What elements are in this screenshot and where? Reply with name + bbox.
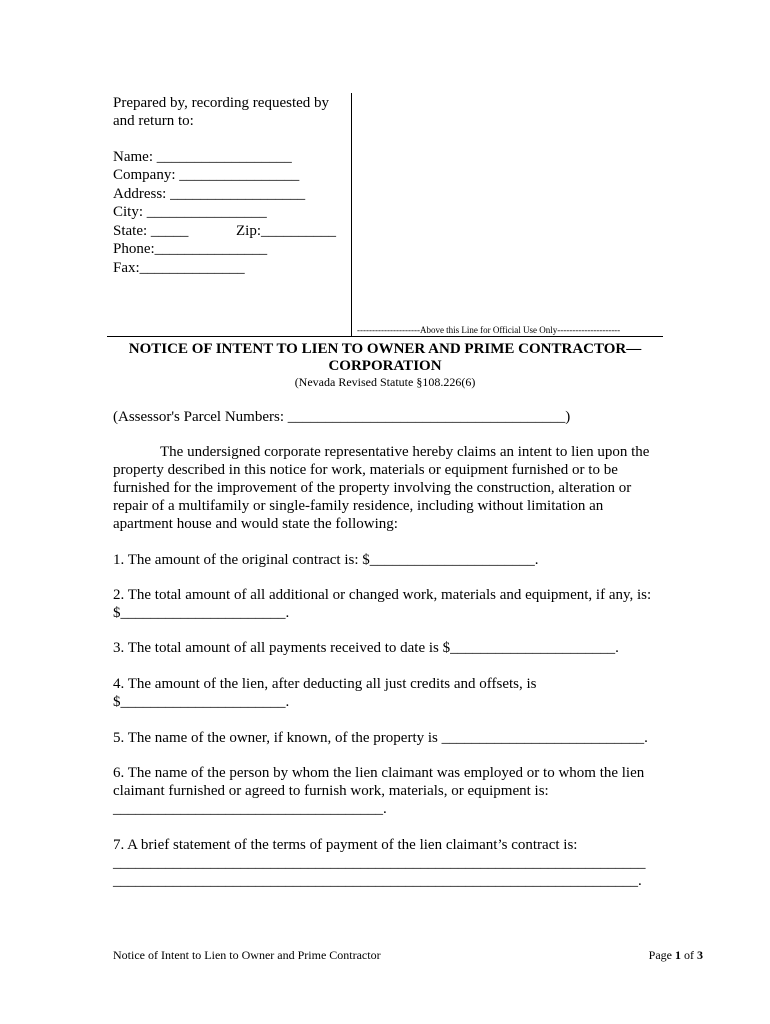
- footer-page-number: [649, 948, 703, 962]
- item-4-amount-field[interactable]: $______________________.: [113, 694, 290, 710]
- company-field[interactable]: Company: ________________: [113, 167, 300, 183]
- item-6-name-field[interactable]: ____________________________________.: [113, 801, 387, 817]
- item-3-payments-received[interactable]: 3. The total amount of all payments received to date is $______________________.: [113, 640, 619, 656]
- total-pages: 3: [697, 948, 703, 962]
- item-1-original-contract[interactable]: 1. The amount of the original contract is: $______________________.: [113, 552, 539, 568]
- city-field[interactable]: City: ________________: [113, 204, 267, 220]
- item-7-terms-line2[interactable]: ______________________________________________________________________.: [113, 873, 642, 889]
- document-title-line1: NOTICE OF INTENT TO LIEN TO OWNER AND PRIME CONTRACTOR—: [128, 341, 642, 357]
- state-field[interactable]: State: _____: [113, 223, 189, 239]
- prepared-by-line2: and return to:: [113, 113, 194, 129]
- item-6-line2: claimant furnished or agreed to furnish work, materials, or equipment is:: [113, 783, 549, 799]
- fax-field[interactable]: Fax:______________: [113, 260, 245, 276]
- footer-document-title: Notice of Intent to Lien to Owner and Prime Contractor: [113, 948, 381, 962]
- zip-field[interactable]: Zip:__________: [236, 223, 336, 239]
- item-7-terms-line1[interactable]: _______________________________________________________________________: [113, 855, 646, 871]
- document-title-line2: CORPORATION: [328, 358, 442, 374]
- item-5-owner-name[interactable]: 5. The name of the owner, if known, of the property is ___________________________.: [113, 730, 648, 746]
- item-6-line1: 6. The name of the person by whom the lien claimant was employed or to whom the lien: [113, 765, 645, 781]
- current-page: 1: [675, 948, 681, 962]
- intro-paragraph: The undersigned corporate representative hereby claims an intent to lien upon the property described in this notice for work, materials or equipment furnished or to be furnished for the improvement of the property involving the construction, alteration or repair of a multifamily or single-family residence, including without limitation an apartment house and would state the following:: [113, 444, 650, 532]
- address-field[interactable]: Address: __________________: [113, 186, 306, 202]
- page-prefix: Page: [648, 948, 675, 962]
- official-use-label: ---------------------Above this Line for Official Use Only---------------------: [357, 325, 621, 335]
- recording-divider-horizontal: [107, 336, 663, 337]
- item-7-line1: 7. A brief statement of the terms of payment of the lien claimant’s contract is:: [113, 837, 578, 853]
- item-2-amount-field[interactable]: $______________________.: [113, 605, 290, 621]
- name-field[interactable]: Name: __________________: [113, 149, 292, 165]
- page-of: of: [681, 948, 697, 962]
- item-2-line1: 2. The total amount of all additional or changed work, materials and equipment, if any, is:: [113, 587, 652, 603]
- phone-field[interactable]: Phone:_______________: [113, 241, 268, 257]
- parcel-numbers-field[interactable]: (Assessor's Parcel Numbers: _____________________________________): [113, 409, 571, 425]
- item-4-line1: 4. The amount of the lien, after deducting all just credits and offsets, is: [113, 676, 537, 692]
- recording-divider-vertical: [351, 93, 352, 336]
- prepared-by-line1: Prepared by, recording requested by: [113, 95, 330, 111]
- statute-reference: (Nevada Revised Statute §108.226(6): [294, 375, 476, 389]
